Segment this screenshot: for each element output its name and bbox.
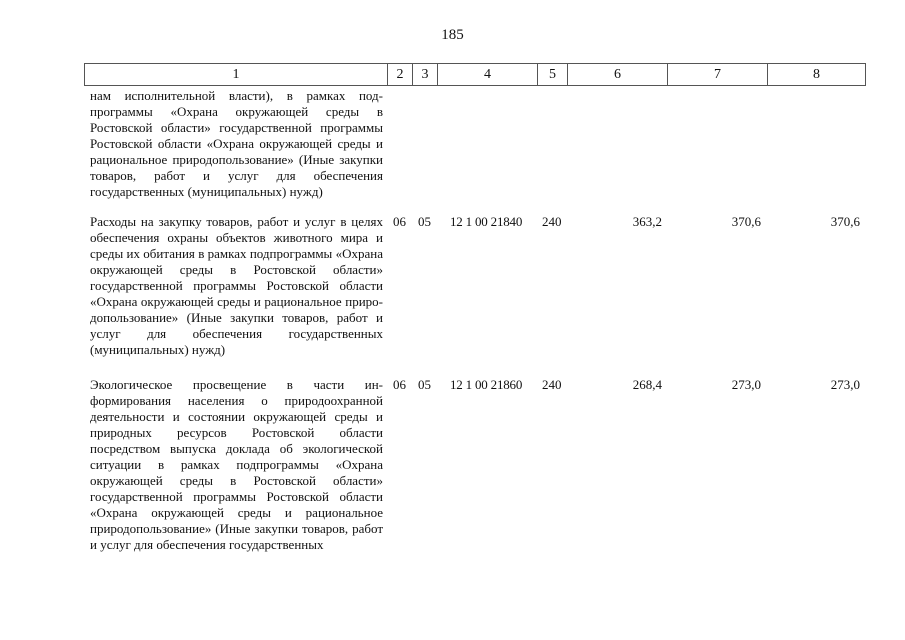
row-target-code: 12 1 00 21860 [450, 377, 523, 392]
row-amount-6: 363,2 [632, 214, 662, 229]
row-amount-7: 370,6 [731, 214, 761, 229]
row-target-code: 12 1 00 21840 [450, 214, 523, 229]
header-col-6: 6 [568, 64, 668, 85]
row-expense-type: 240 [542, 377, 562, 392]
header-col-4: 4 [438, 64, 538, 85]
header-col-7: 7 [668, 64, 768, 85]
table-header [84, 63, 866, 86]
row-amount-8: 273,0 [830, 377, 860, 392]
header-col-8: 8 [813, 67, 820, 82]
row-description: Расходы на закупку товаров, работ и услуг в целях обеспечения охраны объектов животного мира и среды их обитания в рамках подпрограммы «Охрана окружающей среды в Ростовской области» государственной программы Ростовской области «Охрана окружающей среды и рациональное природопользование» (Иные закупки товаров, работ и услуг для обеспечения государственных (муниципальных) нужд) [90, 214, 383, 357]
header-col-2: 2 [388, 64, 413, 85]
row-amount-6: 268,4 [632, 377, 662, 392]
row-subsection: 05 [418, 377, 431, 392]
row-section: 06 [393, 377, 406, 392]
row-subsection: 05 [418, 214, 431, 229]
header-col-3: 3 [413, 64, 438, 85]
row-section: 06 [393, 214, 406, 229]
header-col-5: 5 [538, 64, 568, 85]
header-col-1: 1 [85, 64, 388, 85]
row-expense-type: 240 [542, 214, 562, 229]
row-description: нам исполнительной власти), в рамках подпрограммы «Охрана окружающей среды в Ростовской области» государственной программы Ростовской области «Охрана окружающей среды и рациональное природопользование» (Иные закупки товаров, работ и услуг для обеспечения государственных (муниципальных) нужд) [90, 88, 383, 199]
row-amount-8: 370,6 [830, 214, 860, 229]
row-amount-7: 273,0 [731, 377, 761, 392]
page-number: 185 [441, 27, 464, 43]
row-description: Экологическое просвещение в части информирования населения о природоохранной деятельности и состоянии окружающей среды и природных ресурсов Ростовской области посредством выпуска доклада об экологической ситуации в рамках подпрограммы «Охрана окружающей среды в Ростовской области» государственной программы Ростовской области «Охрана окружающей среды и рациональное природопользование» (Иные закупки товаров, работ и услуг для обеспечения государственных [90, 377, 383, 552]
